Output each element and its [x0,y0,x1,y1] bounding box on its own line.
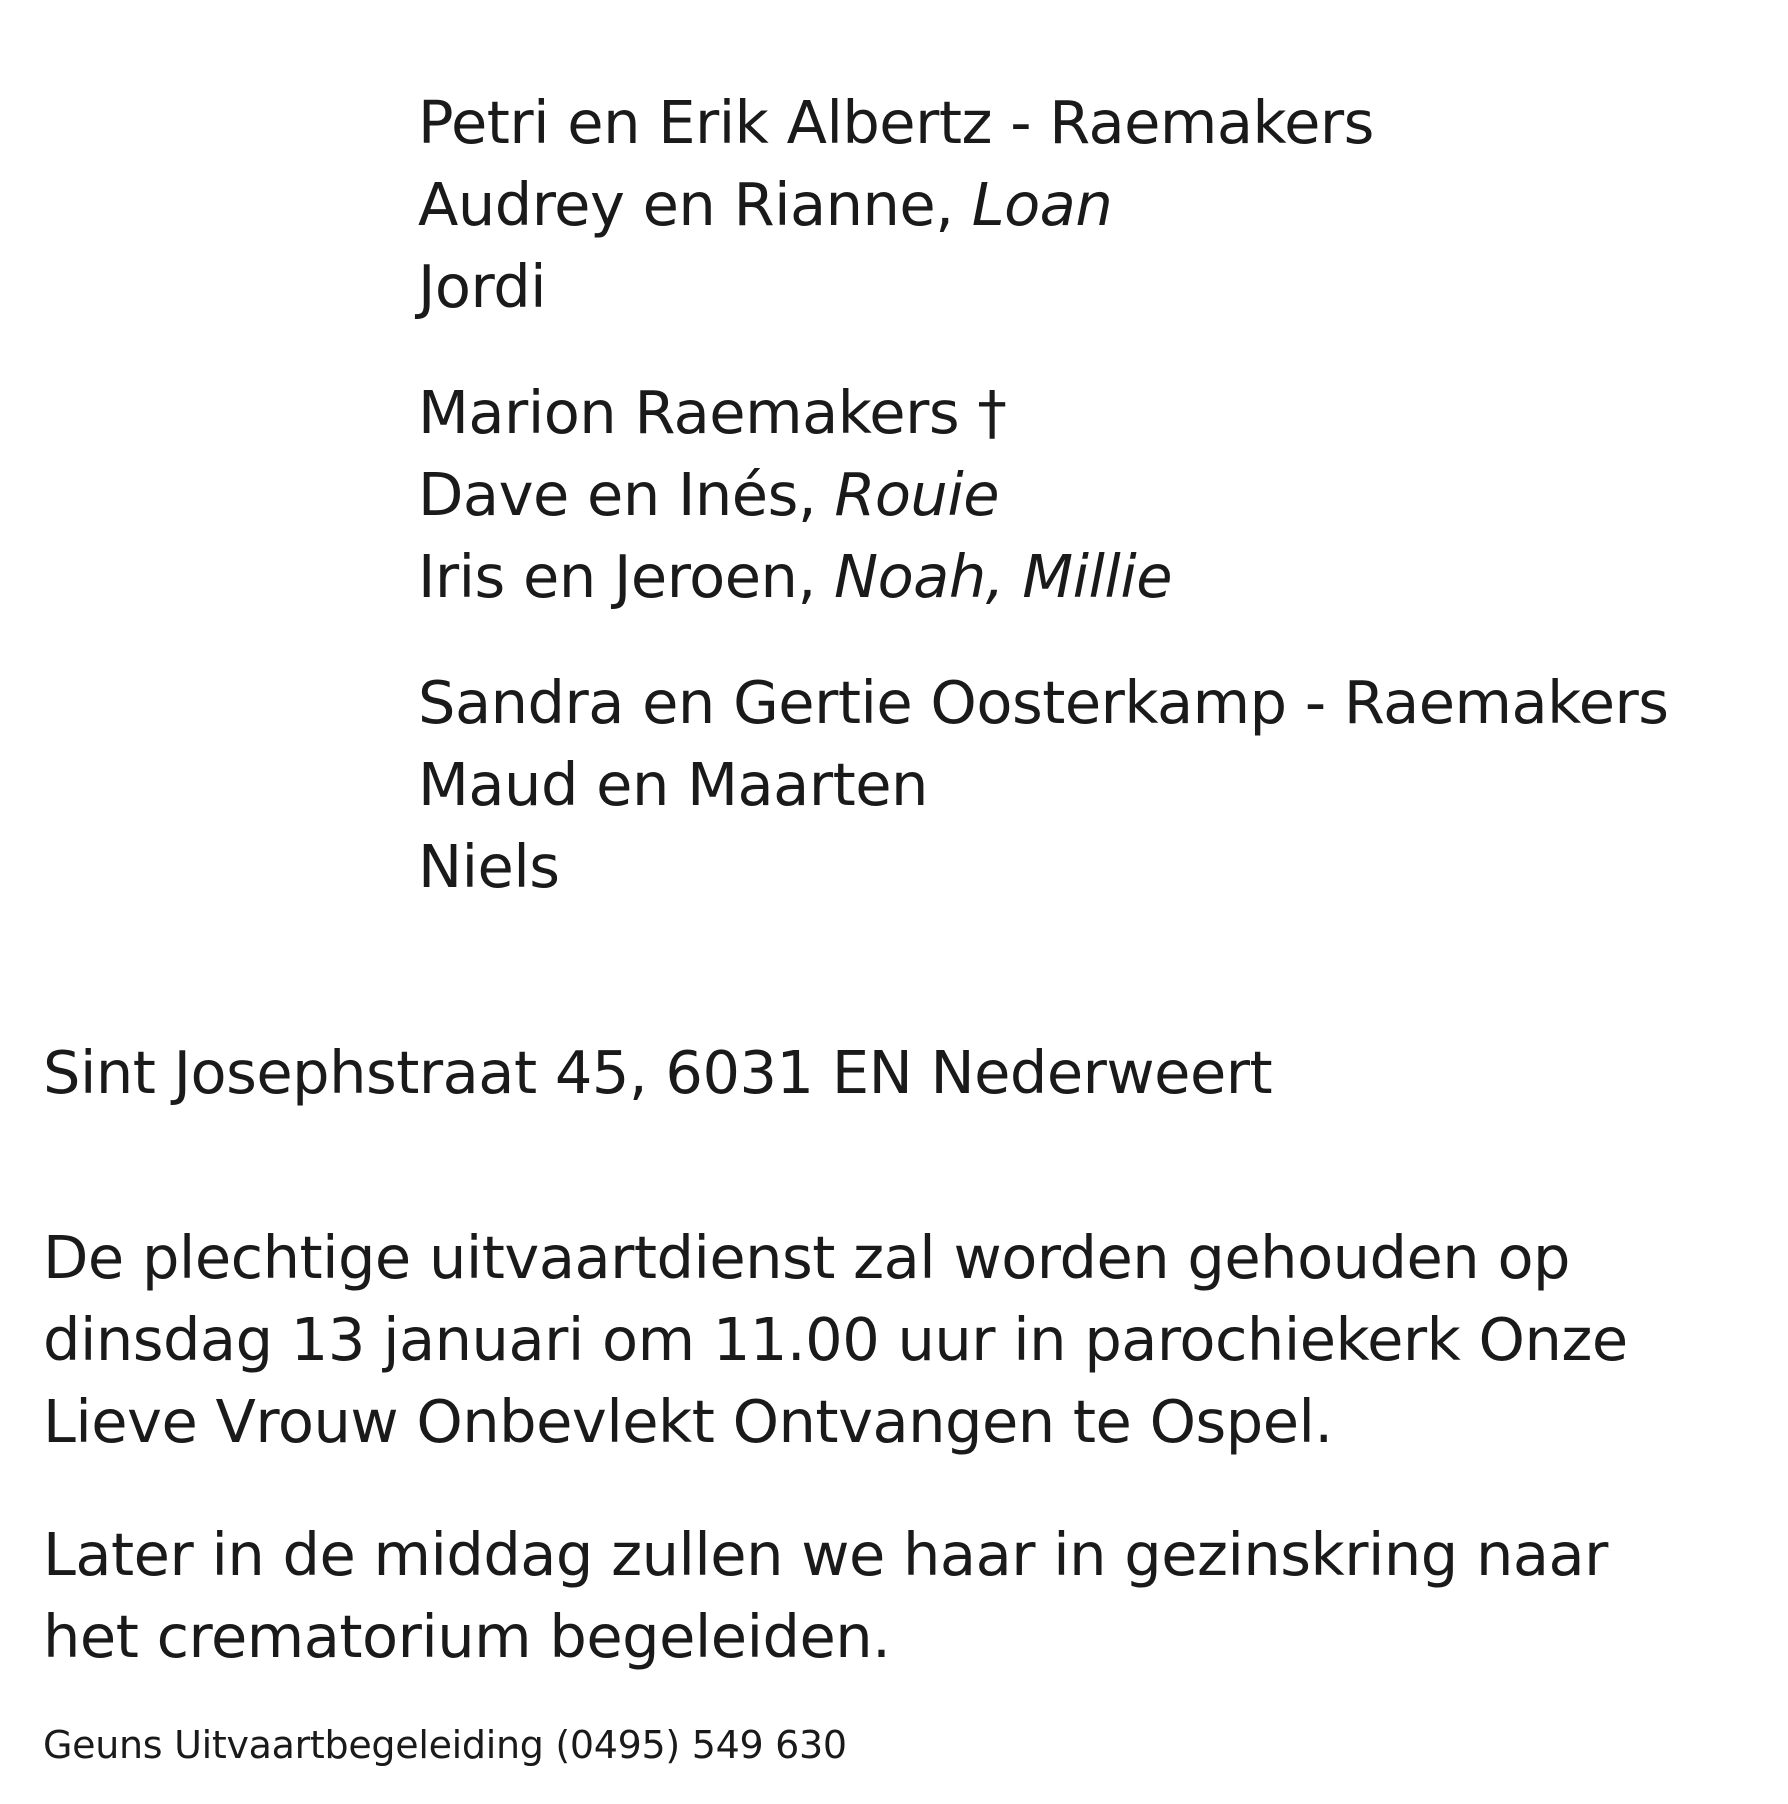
cremation-line: het crematorium begeleiden. [43,1602,891,1671]
family-group [418,372,1669,618]
family-line: Jordi [418,252,547,321]
family-line: Audrey en Rianne, Loan [418,170,1113,239]
family-line: Dave en Inés, Rouie [418,460,1000,529]
family-line: Iris en Jeroen, Noah, Millie [418,542,1173,611]
cremation-line: Later in de middag zullen we haar in gezinskring naar [43,1520,1608,1589]
family-group [418,82,1669,328]
family-line: Petri en Erik Albertz - Raemakers [418,88,1374,157]
family-line: Niels [418,832,560,901]
family-list [418,82,1669,908]
family-group [418,662,1669,908]
family-line: Maud en Maarten [418,750,928,819]
cremation-paragraph [43,1514,1743,1678]
undertaker-contact: Geuns Uitvaartbegeleiding (0495) 549 630 [43,1723,847,1767]
service-line: De plechtige uitvaartdienst zal worden gehouden op [43,1223,1571,1292]
family-line: Marion Raemakers † [418,378,1007,447]
service-line: Lieve Vrouw Onbevlekt Ontvangen te Ospel. [43,1387,1333,1456]
address: Sint Josephstraat 45, 6031 EN Nederweert [43,1038,1273,1107]
service-paragraph [43,1217,1743,1463]
service-line: dinsdag 13 januari om 11.00 uur in parochiekerk Onze [43,1305,1628,1374]
family-line: Sandra en Gertie Oosterkamp - Raemakers [418,668,1669,737]
